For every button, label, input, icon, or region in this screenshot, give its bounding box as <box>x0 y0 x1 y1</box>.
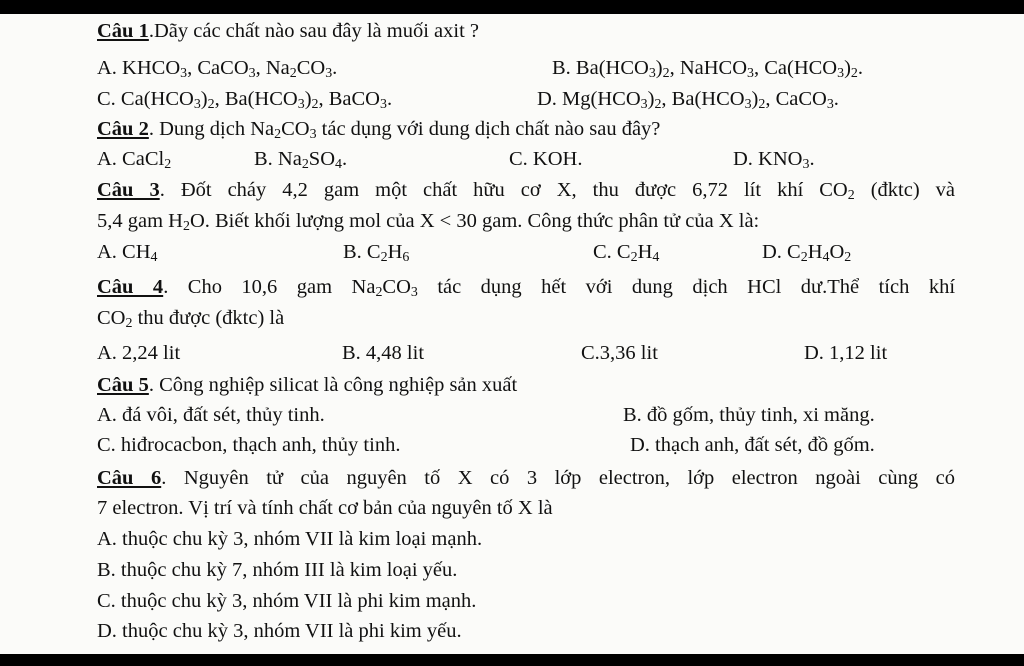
question-4-text-1: . Cho 10,6 gam $Na_2CO_3$ tác dụng hết với dung dịch HCl dư.Thể tích khí <box>163 276 956 301</box>
question-2 <box>97 114 967 144</box>
option-5b: B. đồ gốm, thủy tinh, xi măng. <box>623 404 875 426</box>
option-6b: B. thuộc chu kỳ 7, nhóm III là kim loại yếu. <box>97 559 458 581</box>
question-5-options-row-2 <box>97 430 967 460</box>
option-6c-row <box>97 586 967 616</box>
question-3-line-1 <box>97 175 955 205</box>
option-4c: C.3,36 lit <box>581 342 658 364</box>
question-3-options <box>97 237 967 267</box>
option-5d: D. thạch anh, đất sét, đồ gốm. <box>630 434 875 456</box>
question-3-label: Câu 3 <box>97 179 160 201</box>
question-4-line-1 <box>97 272 955 302</box>
option-3d: D. $C_2H_4O_2$ <box>762 241 852 266</box>
document-page <box>0 14 1024 654</box>
option-6d: D. thuộc chu kỳ 3, nhóm VII là phi kim yếu. <box>97 620 462 642</box>
question-2-options <box>97 144 967 174</box>
question-6-label: Câu 6 <box>97 467 162 489</box>
question-5-label: Câu 5 <box>97 374 149 396</box>
question-5-text: . Công nghiệp silicat là công nghiệp sản xuất <box>148 374 518 396</box>
question-1-options-row-1 <box>97 53 967 83</box>
option-4b: B. 4,48 lit <box>342 342 425 364</box>
option-4a: A. 2,24 lit <box>97 342 181 364</box>
question-5 <box>97 370 967 400</box>
option-3c: C. $C_2H_4$ <box>593 241 660 266</box>
question-2-label: Câu 2 <box>97 118 149 140</box>
question-1-label: Câu 1 <box>97 20 149 42</box>
question-1-text: .Dãy các chất nào sau đây là muối axit ? <box>148 20 479 42</box>
question-6-text-1: . Nguyên tử của nguyên tố X có 3 lớp electron, lớp electron ngoài cùng có <box>161 467 955 489</box>
question-6-text-2: 7 electron. Vị trí và tính chất cơ bản của nguyên tố X là <box>97 497 553 519</box>
question-4-line-2 <box>97 303 967 333</box>
question-4-text-2: $CO_2$ thu được (đktc) là <box>97 307 285 332</box>
option-2b: B. $Na_2SO_4$. <box>254 148 348 173</box>
option-1a: A. $KHCO_3$, CaCO$_3$, $Na_2CO_3$. <box>97 57 338 82</box>
option-5a: A. đá vôi, đất sét, thủy tinh. <box>97 404 325 426</box>
option-6c: C. thuộc chu kỳ 3, nhóm VII là phi kim mạnh. <box>97 590 477 612</box>
cut-off-next-line <box>97 646 877 654</box>
question-6-line-1 <box>97 463 955 493</box>
option-6b-row <box>97 555 967 585</box>
option-1b: B. $Ba(HCO_3)_2$, NaHCO$_3$, $Ca(HCO_3)_2$. <box>552 57 864 82</box>
question-3-text-1: . Đốt cháy 4,2 gam một chất hữu cơ X, thu được 6,72 lít khí $CO_2$ (đktc) và <box>159 179 956 204</box>
question-3-line-2 <box>97 206 967 236</box>
option-3b: B. $C_2H_6$ <box>343 241 410 266</box>
question-5-options-row-1 <box>97 400 967 430</box>
option-2c: C. KOH. <box>509 148 583 170</box>
option-6d-row <box>97 616 967 646</box>
option-6a: A. thuộc chu kỳ 3, nhóm VII là kim loại mạnh. <box>97 528 483 550</box>
option-2a: A. CaCl$_2$ <box>97 148 172 173</box>
question-4-label: Câu 4 <box>97 276 164 298</box>
question-4-options <box>97 338 967 368</box>
option-2d: D. $KNO_3$. <box>733 148 815 173</box>
question-6-line-2 <box>97 493 967 523</box>
question-1 <box>97 16 967 46</box>
option-5c: C. hiđrocacbon, thạch anh, thủy tinh. <box>97 434 401 456</box>
option-1d: D. $Mg(HCO_3)_2$, $Ba(HCO_3)_2$, CaCO$_3$. <box>537 88 839 113</box>
option-1c: C. $Ca(HCO_3)_2$, $Ba(HCO_3)_2$, BaCO$_3$. <box>97 88 393 113</box>
question-2-text: . Dung dịch $Na_2CO_3$ tác dụng với dung dịch chất nào sau đây? <box>148 118 661 143</box>
question-3-text-2: 5,4 gam $H_2O$. Biết khối lượng mol của X < 30 gam. Công thức phân tử của X là: <box>97 210 760 235</box>
question-1-options-row-2 <box>97 84 967 114</box>
option-3a: A. $CH_4$ <box>97 241 158 266</box>
option-6a-row <box>97 524 967 554</box>
option-4d: D. 1,12 lit <box>804 342 888 364</box>
